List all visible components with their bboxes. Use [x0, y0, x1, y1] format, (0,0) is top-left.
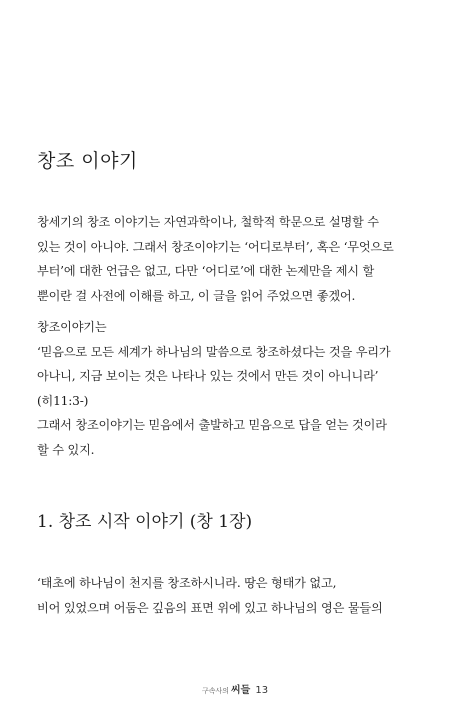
text-line: ‘태초에 하나님이 천지를 창조하시니라. 땅은 형태가 없고, [37, 576, 337, 590]
text-line: (히11:3-) [37, 393, 89, 408]
text-line: 할 수 있지. [37, 442, 95, 457]
genesis-paragraph [37, 571, 437, 620]
text-line: 창조이야기는 [37, 320, 107, 334]
page-number: 13 [255, 685, 269, 696]
text-line: 아나니, 지금 보이는 것은 나타나 있는 것에서 만든 것이 아니니라’ [37, 369, 379, 383]
text-line: 있는 것이 아니야. 그래서 창조이야기는 ‘어디로부터’, 혹은 ‘무엇으로 [37, 239, 394, 254]
text-line: 뿐이란 걸 사전에 이해를 하고, 이 글을 읽어 주었으면 좋겠어. [37, 288, 356, 303]
text-line: ‘믿음으로 모든 세계가 하나님의 말씀으로 창조하셨다는 것을 우리가 [37, 344, 391, 359]
chapter-title: 창조 이야기 [37, 150, 138, 172]
section-heading: 1. 창조 시작 이야기 (창 1장) [37, 512, 253, 532]
text-line: 비어 있었으며 어둠은 깊음의 표면 위에 있고 하나님의 영은 물들의 [37, 600, 383, 615]
scripture-paragraph [37, 315, 437, 462]
page-footer [0, 681, 470, 696]
intro-paragraph [37, 210, 437, 308]
text-line: 창세기의 창조 이야기는 자연과학이나, 철학적 학문으로 설명할 수 [37, 215, 379, 229]
text-line: 부터’에 대한 언급은 없고, 다만 ‘어디로’에 대한 논제만을 제시 할 [37, 264, 375, 278]
footer-brand: 씨들 [231, 685, 251, 696]
text-line: 그래서 창조이야기는 믿음에서 출발하고 믿음으로 답을 얻는 것이라 [37, 418, 387, 432]
footer-book-title: 구속사의 [201, 687, 229, 695]
